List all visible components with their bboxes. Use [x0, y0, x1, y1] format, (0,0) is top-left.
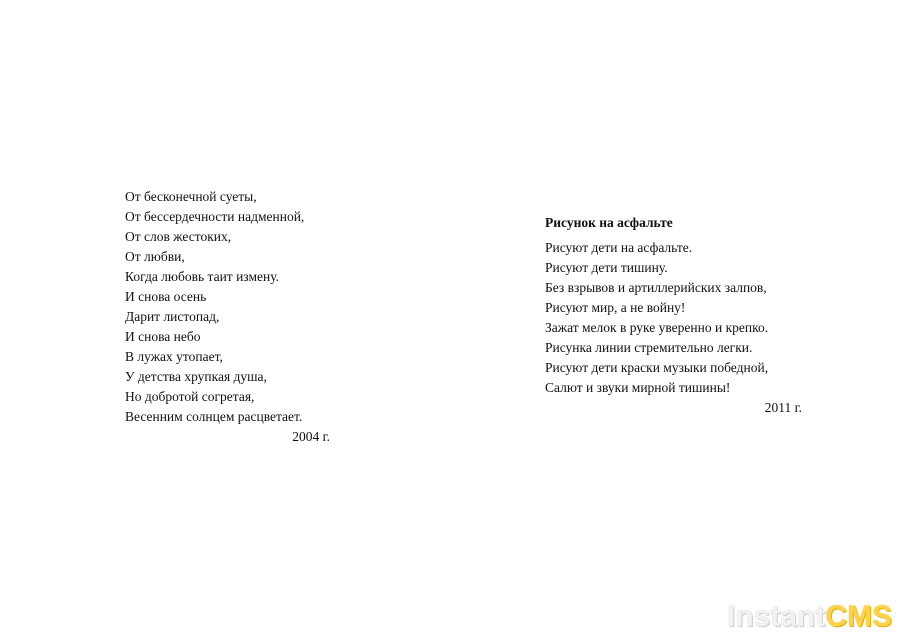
poem-line: Рисуют дети на асфальте. — [545, 240, 693, 255]
poem-line: От любви, — [125, 249, 185, 264]
poem-line: От бесконечной суеты, — [125, 189, 257, 204]
poem-line: Салют и звуки мирной тишины! — [545, 380, 731, 395]
poem-year: 2004 г. — [292, 429, 330, 444]
poem-title: Рисунок на асфальте — [545, 215, 673, 230]
poem-line: Весенним солнцем расцветает. — [125, 409, 303, 424]
poem-line: В лужах утопает, — [125, 349, 223, 364]
poem-line: У детства хрупкая душа, — [125, 369, 267, 384]
poem-line: Но добротой согретая, — [125, 389, 255, 404]
poem-line: Когда любовь таит измену. — [125, 269, 279, 284]
poem-line: Рисуют дети тишину. — [545, 260, 668, 275]
poem-line: Без взрывов и артиллерийских залпов, — [545, 280, 767, 295]
poem-line: Рисуют дети краски музыки победной, — [545, 360, 769, 375]
poem-right — [545, 213, 802, 418]
poem-line: Дарит листопад, — [125, 309, 220, 324]
watermark-part-cms: CMS — [825, 600, 892, 633]
watermark-part-instant: Instant — [726, 600, 826, 633]
poem-year: 2011 г. — [764, 400, 802, 415]
poem-line: Зажат мелок в руке уверенно и крепко. — [545, 320, 769, 335]
poem-line: И снова небо — [125, 329, 201, 344]
poem-left — [125, 187, 330, 447]
poem-line: От бессердечности надменной, — [125, 209, 305, 224]
instantcms-watermark — [727, 600, 892, 634]
poem-line: Рисуют мир, а не войну! — [545, 300, 686, 315]
poem-line: Рисунка линии стремительно легки. — [545, 340, 753, 355]
poem-line: От слов жестоких, — [125, 229, 232, 244]
poem-line: И снова осень — [125, 289, 207, 304]
